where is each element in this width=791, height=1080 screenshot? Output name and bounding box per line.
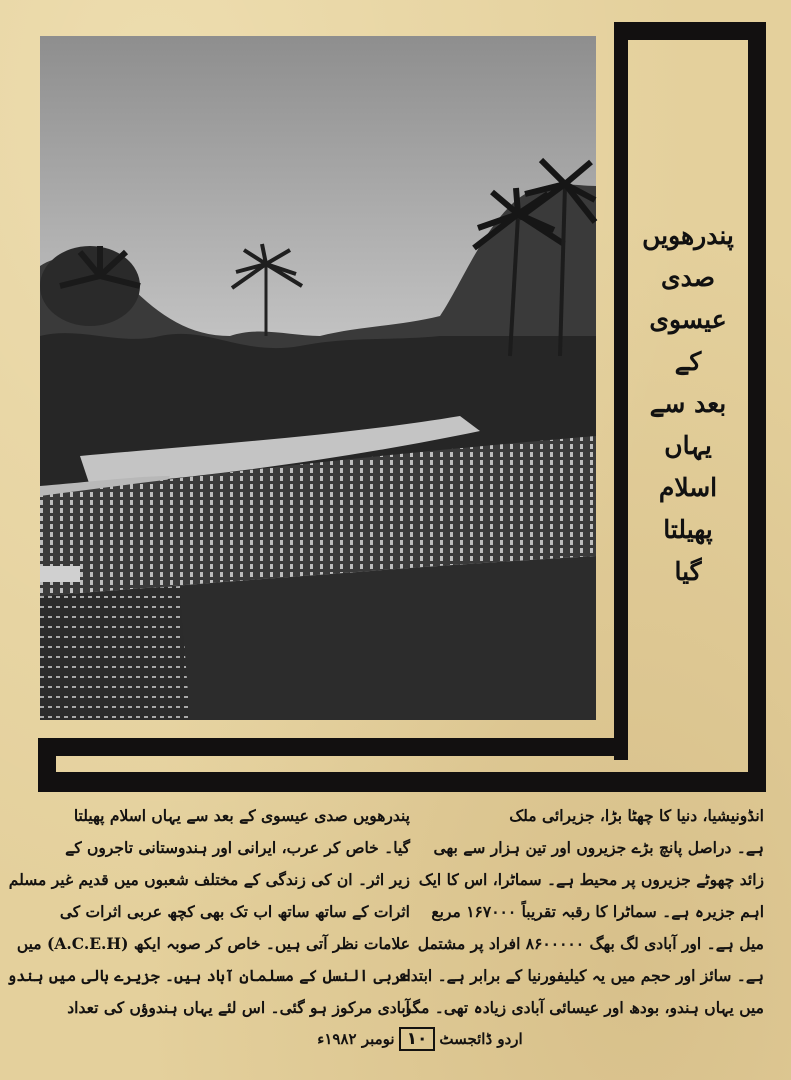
side-title-line: صدی [661, 263, 715, 292]
frame-border-left [38, 738, 56, 792]
page-footer [300, 1022, 540, 1056]
footer-magazine-name: اردو ڈائجسٹ [439, 1030, 523, 1048]
text-line: میل ہے۔ اور آبادی لگ بھگ ۸۶۰۰۰۰۰ افراد پر مشتمل [417, 934, 764, 953]
side-title-line: پھیلتا [663, 515, 713, 544]
page-number: ۱۰ [399, 1027, 436, 1051]
text-line: پندرھویں صدی عیسوی کے بعد سے یہاں اسلام پھیلتا [73, 806, 410, 825]
side-title-line: گیا [674, 557, 702, 586]
side-title-line: اسلام [658, 473, 718, 502]
side-title [640, 215, 736, 593]
text-line: میں یہاں ہندو، بودھ اور عیسائی آبادی زیادہ تھی۔ مگر [403, 998, 764, 1017]
frame-border-bottom [38, 772, 766, 792]
text-line: زیر اثر۔ ان کی زندگی کے مختلف شعبوں میں قدیم غیر مسلم [8, 870, 410, 889]
text-line: آبادی مرکوز ہو گئی۔ اس لئے یہاں ہندوؤں کی تعداد [67, 998, 410, 1017]
text-line: انڈونیشیا، دنیا کا چھٹا بڑا، جزیرائی ملک [509, 806, 764, 825]
text-line: اثرات کے ساتھ ساتھ اب تک بھی کچھ عربی اثرات کی [59, 902, 410, 921]
footer-date: نومبر ۱۹۸۲ء [317, 1030, 395, 1048]
frame-inner-horizontal [38, 738, 628, 756]
frame-border-top [614, 22, 766, 40]
text-line: ہے۔ سائز اور حجم میں یہ کیلیفورنیا کے برابر ہے۔ ابتداء [399, 966, 764, 985]
side-title-line: کے [674, 347, 702, 376]
frame-inner-vertical [614, 22, 628, 760]
article-column-right [399, 800, 764, 1024]
text-line: ہے۔ دراصل پانچ بڑے جزیروں اور تین ہزار سے بھی [433, 838, 764, 857]
text-line: علامات نظر آتی ہیں۔ خاص کر صوبہ ایکھ (A.C.E.H) میں [16, 934, 410, 953]
article-column-left [7, 800, 410, 1024]
text-line: گیا۔ خاص کر عرب، ایرانی اور ہندوستانی تاجروں کے [65, 838, 410, 857]
side-title-line: پندرھویں [642, 221, 734, 250]
frame-border-right [748, 22, 766, 792]
text-line: عربی النسل کے مسلمان آباد ہیں۔ جزیرے بالی میں ہندو [7, 966, 410, 985]
side-title-line: عیسوی [649, 305, 727, 334]
landscape-photo [40, 36, 596, 720]
text-line: اہم جزیرہ ہے۔ سماٹرا کا رقبہ تقریباً ۱۶۷۰۰۰ مربع [431, 902, 764, 921]
side-title-line: یہاں [664, 431, 712, 460]
side-title-line: بعد سے [649, 389, 727, 418]
text-line: زائد چھوٹے جزیروں پر محیط ہے۔ سماٹرا، اس کا ایک [418, 870, 764, 889]
